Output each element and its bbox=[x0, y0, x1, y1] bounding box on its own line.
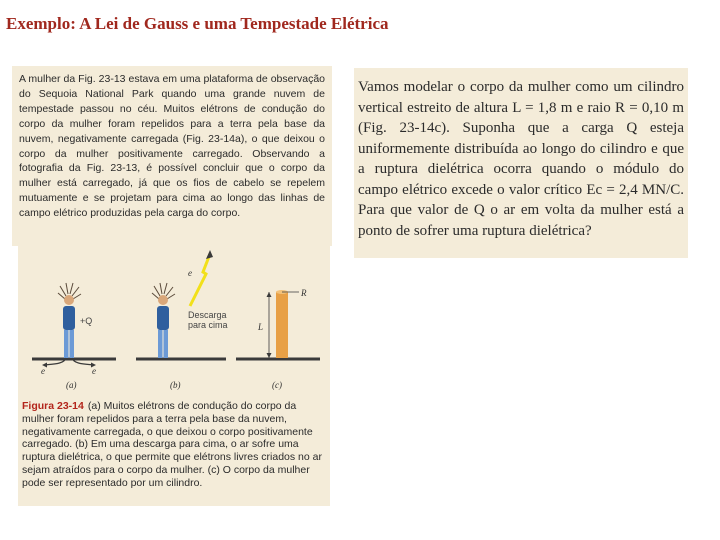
discharge-label-line2: para cima bbox=[188, 320, 228, 330]
slide-title: Exemplo: A Lei de Gauss e uma Tempestade Elétrica bbox=[6, 14, 389, 33]
woman-b-leg-left bbox=[158, 330, 163, 358]
body-cylinder bbox=[276, 292, 288, 358]
problem-statement-panel bbox=[354, 68, 688, 258]
figure-caption bbox=[22, 400, 326, 490]
radius-label: R bbox=[301, 288, 307, 298]
panel-label-a: (a) bbox=[66, 380, 77, 390]
charge-label-a: +Q bbox=[80, 316, 93, 326]
electron-label-a-left: e bbox=[41, 366, 45, 376]
panel-b bbox=[136, 250, 228, 390]
electron-label-a-right: e bbox=[92, 366, 96, 376]
discharge-label-line1: Descarga bbox=[188, 310, 227, 320]
length-label: L bbox=[258, 322, 264, 332]
electron-arrow-b-icon bbox=[206, 250, 213, 259]
electron-label-b: e bbox=[188, 268, 192, 278]
woman-a-leg-right bbox=[70, 330, 75, 358]
panel-label-b: (b) bbox=[170, 380, 181, 390]
problem-statement-text: Vamos modelar o corpo da mulher como um cilindro vertical estreito de altura L = 1,8 m e raio R = 0,10 m (Fig. 23-14c). Suponha que a carga Q esteja uniformemente distribuída ao longo do cilindro e que a ruptura dielétrica ocorra quando o módulo do campo elétrico excede o valor crítico Ec = 2,4 MN/C. Para que valor de Q o ar em volta da mulher está a ponto de sofrer uma ruptura dielétrica? bbox=[358, 79, 684, 239]
panel-label-c: (c) bbox=[272, 380, 282, 390]
figure-illustration bbox=[18, 244, 330, 400]
woman-b-torso bbox=[157, 306, 169, 330]
upward-discharge-spark bbox=[190, 254, 210, 306]
panel-a bbox=[32, 283, 116, 390]
caption-label: Figura 23-14 bbox=[22, 400, 84, 412]
length-arrow-bottom-icon bbox=[267, 353, 272, 358]
woman-a-head bbox=[64, 295, 74, 305]
figure-23-14 bbox=[18, 244, 330, 506]
problem-context-panel bbox=[12, 66, 332, 246]
caption-text: (a) Muitos elétrons de condução do corpo da mulher foram repelidos para a terra pela base da nuvem, negativamente carregada, o que deixou o corpo positivamente carregado. (b) Em uma descarga para cima, o ar sofre uma ruptura dielétrica, o que permite que elétrons livres criados no ar sejam atraídos para o corpo da mulher. (c) O corpo da mulher pode ser representado por um cilindro. bbox=[22, 400, 322, 489]
panel-c bbox=[236, 288, 320, 390]
woman-a-leg-left bbox=[64, 330, 69, 358]
problem-context-text: A mulher da Fig. 23-13 estava em uma plataforma de observação do Sequoia National Park quando uma grande nuvem de tempestade passou no céu. Muitos elétrons de condução do corpo da mulher foram repelidos para a terra pela base da nuvem, negativamente carregada (Fig. 23-14a), o que deixou o corpo da mulher positivamente carregado. Observando a fotografia da Fig. 23-13, é possível concluir que o corpo da mulher está carregado, já que os fios de cabelo se repelem mutuamente e se projetam para cima ao longo das linhas de campo elétrico produzidas pela carga do corpo. bbox=[19, 73, 325, 220]
length-arrow-top-icon bbox=[267, 292, 272, 297]
woman-b-leg-right bbox=[164, 330, 169, 358]
woman-a-torso bbox=[63, 306, 75, 330]
woman-b-head bbox=[158, 295, 168, 305]
